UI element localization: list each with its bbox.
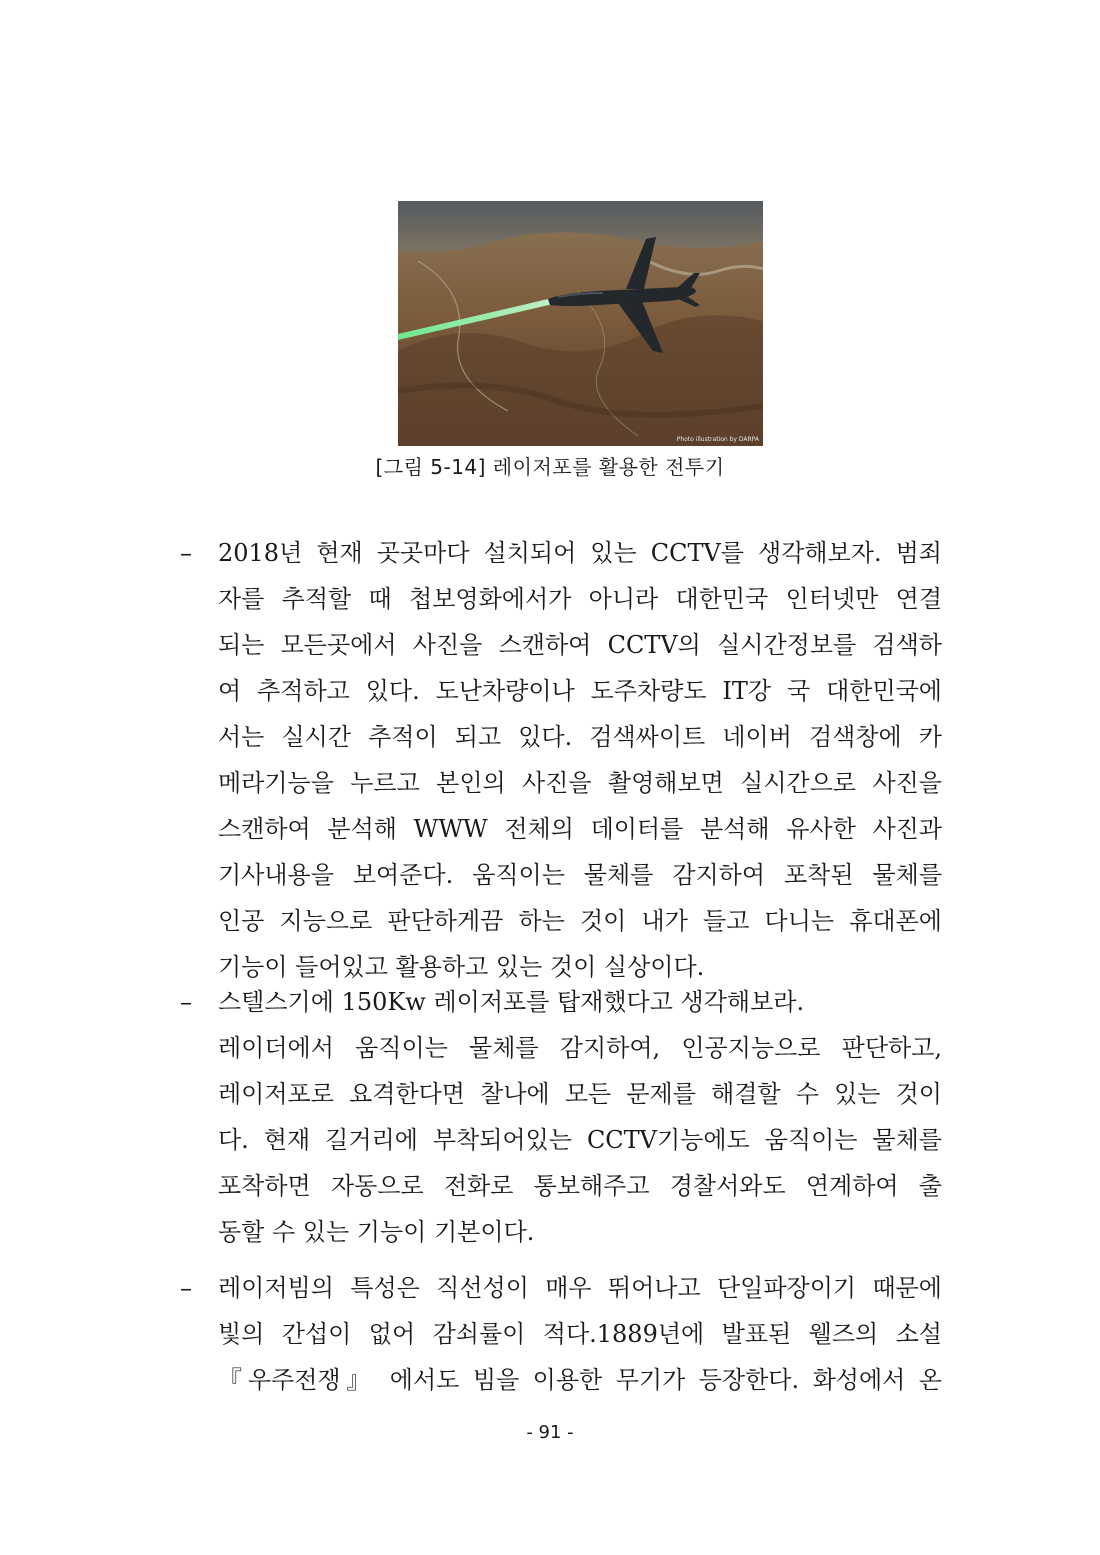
page-number: - 91 - [526, 1422, 574, 1443]
text-line: 여 추적하고 있다. 도난차량이나 도주차량도 IT강 국 대한민국에 [218, 677, 942, 705]
text-line: 빛의 간섭이 없어 감쇠률이 적다.1889년에 발표된 웰즈의 소설 [218, 1320, 942, 1348]
jet-laser-illustration [398, 201, 763, 446]
bullet-dash: – [180, 988, 192, 1016]
text-line: 스캔하여 분석해 WWW 전체의 데이터를 분석해 유사한 사진과 [218, 815, 942, 843]
photo-credit: Photo illustration by DARPA [676, 436, 759, 443]
text-line: 서는 실시간 추적이 되고 있다. 검색싸이트 네이버 검색창에 카 [218, 723, 942, 751]
text-line: – 레이저빔의 특성은 직선성이 매우 뛰어나고 단일파장이기 때문에 [180, 1265, 942, 1311]
text-line: 동할 수 있는 기능이 기본이다. [218, 1218, 535, 1246]
text-line: – 2018년 현재 곳곳마다 설치되어 있는 CCTV를 생각해보자. 범죄 [180, 530, 942, 576]
text-line: 기능이 들어있고 활용하고 있는 것이 실상이다. [218, 953, 705, 981]
paragraph-3 [180, 1265, 942, 1403]
text-line: 레이더에서 움직이는 물체를 감지하여, 인공지능으로 판단하고, [218, 1034, 942, 1062]
bullet-dash: – [180, 1274, 192, 1302]
text-line: – 스텔스기에 150Kw 레이저포를 탑재했다고 생각해보라. [180, 979, 942, 1025]
figure-photo [398, 201, 763, 446]
text-line: 자를 추적할 때 첩보영화에서가 아니라 대한민국 인터넷만 연결 [218, 585, 942, 613]
paragraph-1 [180, 530, 942, 990]
text-line: 되는 모든곳에서 사진을 스캔하여 CCTV의 실시간정보를 검색하 [218, 631, 942, 659]
paragraph-2 [180, 979, 942, 1255]
text-line: 다. 현재 길거리에 부착되어있는 CCTV기능에도 움직이는 물체를 [218, 1126, 942, 1154]
text-line: 『우주전쟁』 에서도 빔을 이용한 무기가 등장한다. 화성에서 온 [218, 1366, 942, 1394]
figure-caption: [그림 5-14] 레이저포를 활용한 전투기 [375, 455, 725, 479]
text-line: 인공 지능으로 판단하게끔 하는 것이 내가 들고 다니는 휴대폰에 [218, 907, 942, 935]
text-line: 포착하면 자동으로 전화로 통보해주고 경찰서와도 연계하여 출 [218, 1172, 942, 1200]
text-line: 기사내용을 보여준다. 움직이는 물체를 감지하여 포착된 물체를 [218, 861, 942, 889]
text-line: 레이저포로 요격한다면 찰나에 모든 문제를 해결할 수 있는 것이 [218, 1080, 942, 1108]
bullet-dash: – [180, 539, 192, 567]
text-line: 메라기능을 누르고 본인의 사진을 촬영해보면 실시간으로 사진을 [218, 769, 942, 797]
